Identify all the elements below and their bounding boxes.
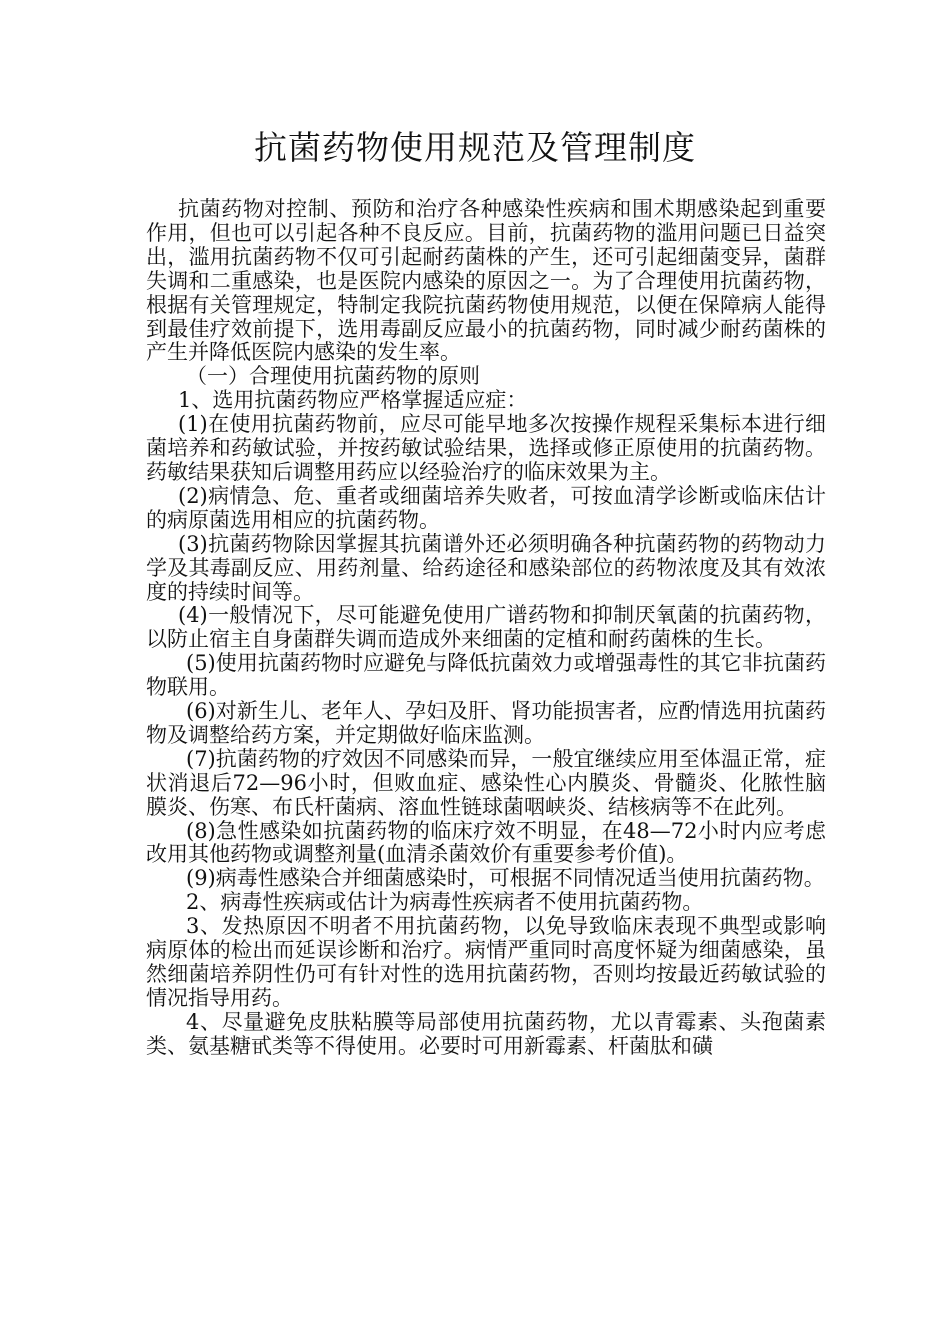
- paragraph-1: 1、选用抗菌药物应严格掌握适应症：: [178, 388, 528, 413]
- paragraph-2: 2、病毒性疾病或估计为病毒性疾病者不使用抗菌药物。: [186, 890, 704, 915]
- section-heading: （一）合理使用抗菌药物的原则: [186, 364, 480, 389]
- paragraph-1-2: (2)病情急、危、重者或细菌培养失败者，可按血清学诊断或临床估计的病原菌选用相应的抗菌药物。: [146, 483, 826, 532]
- paragraph-1-4: (4)一般情况下，尽可能避免使用广谱药物和抑制厌氧菌的抗菌药物，以防止宿主自身菌群失调而造成外来细菌的定植和耐药菌株的生长。: [146, 603, 826, 652]
- paragraph-1-7: (7)抗菌药物的疗效因不同感染而异，一般宜继续应用至体温正常，症状消退后72—96小时，但败血症、感染性心内膜炎、骨髓炎、化脓性脑膜炎、伤寒、布氏杆菌病、溶血性链球菌咽峡炎、结核病等不在此列。: [146, 746, 826, 819]
- paragraph-1-6: (6)对新生儿、老年人、孕妇及肝、肾功能损害者，应酌情选用抗菌药物及调整给药方案，并定期做好临床监测。: [146, 699, 826, 747]
- paragraph-4: 4、尽量避免皮肤粘膜等局部使用抗菌药物，尤以青霉素、头孢菌素类、氨基糖甙类等不得使用。必要时可用新霉素、杆菌肽和磺: [146, 1009, 826, 1058]
- paragraph-1-1: (1)在使用抗菌药物前，应尽可能早地多次按操作规程采集标本进行细菌培养和药敏试验，并按药敏试验结果，选择或修正原使用的抗菌药物。药敏结果获知后调整用药应以经验治疗的临床效果为主。: [146, 412, 826, 484]
- paragraph-1-9: (9)病毒性感染合并细菌感染时，可根据不同情况适当使用抗菌药物。: [186, 866, 825, 891]
- document-body: [146, 198, 826, 1059]
- paragraph-1-3: (3)抗菌药物除因掌握其抗菌谱外还必须明确各种抗菌药物的药物动力学及其毒副反应、用药剂量、给药途径和感染部位的药物浓度及其有效浓度的持续时间等。: [146, 531, 826, 604]
- paragraph-3: 3、发热原因不明者不用抗菌药物，以免导致临床表现不典型或影响病原体的检出而延误诊断和治疗。病情严重同时高度怀疑为细菌感染，虽然细菌培养阴性仍可有针对性的选用抗菌药物，否则均按最近药敏试验的情况指导用药。: [146, 914, 826, 1010]
- intro-paragraph: 抗菌药物对控制、预防和治疗各种感染性疾病和围术期感染起到重要作用，但也可以引起各种不良反应。目前，抗菌药物的滥用问题已日益突出，滥用抗菌药物不仅可引起耐药菌株的产生，还可引起细菌变异，菌群失调和二重感染，也是医院内感染的原因之一。为了合理使用抗菌药物，根据有关管理规定，特制定我院抗菌药物使用规范，以便在保障病人能得到最佳疗效前提下，选用毒副反应最小的抗菌药物，同时减少耐药菌株的产生并降低医院内感染的发生率。: [146, 197, 826, 365]
- paragraph-1-8: (8)急性感染如抗菌药物的临床疗效不明显，在48—72小时内应考虑改用其他药物或调整剂量(血清杀菌效价有重要参考价值)。: [146, 818, 826, 867]
- document-title: 抗菌药物使用规范及管理制度: [254, 128, 696, 167]
- paragraph-1-5: (5)使用抗菌药物时应避免与降低抗菌效力或增强毒性的其它非抗菌药物联用。: [146, 651, 826, 700]
